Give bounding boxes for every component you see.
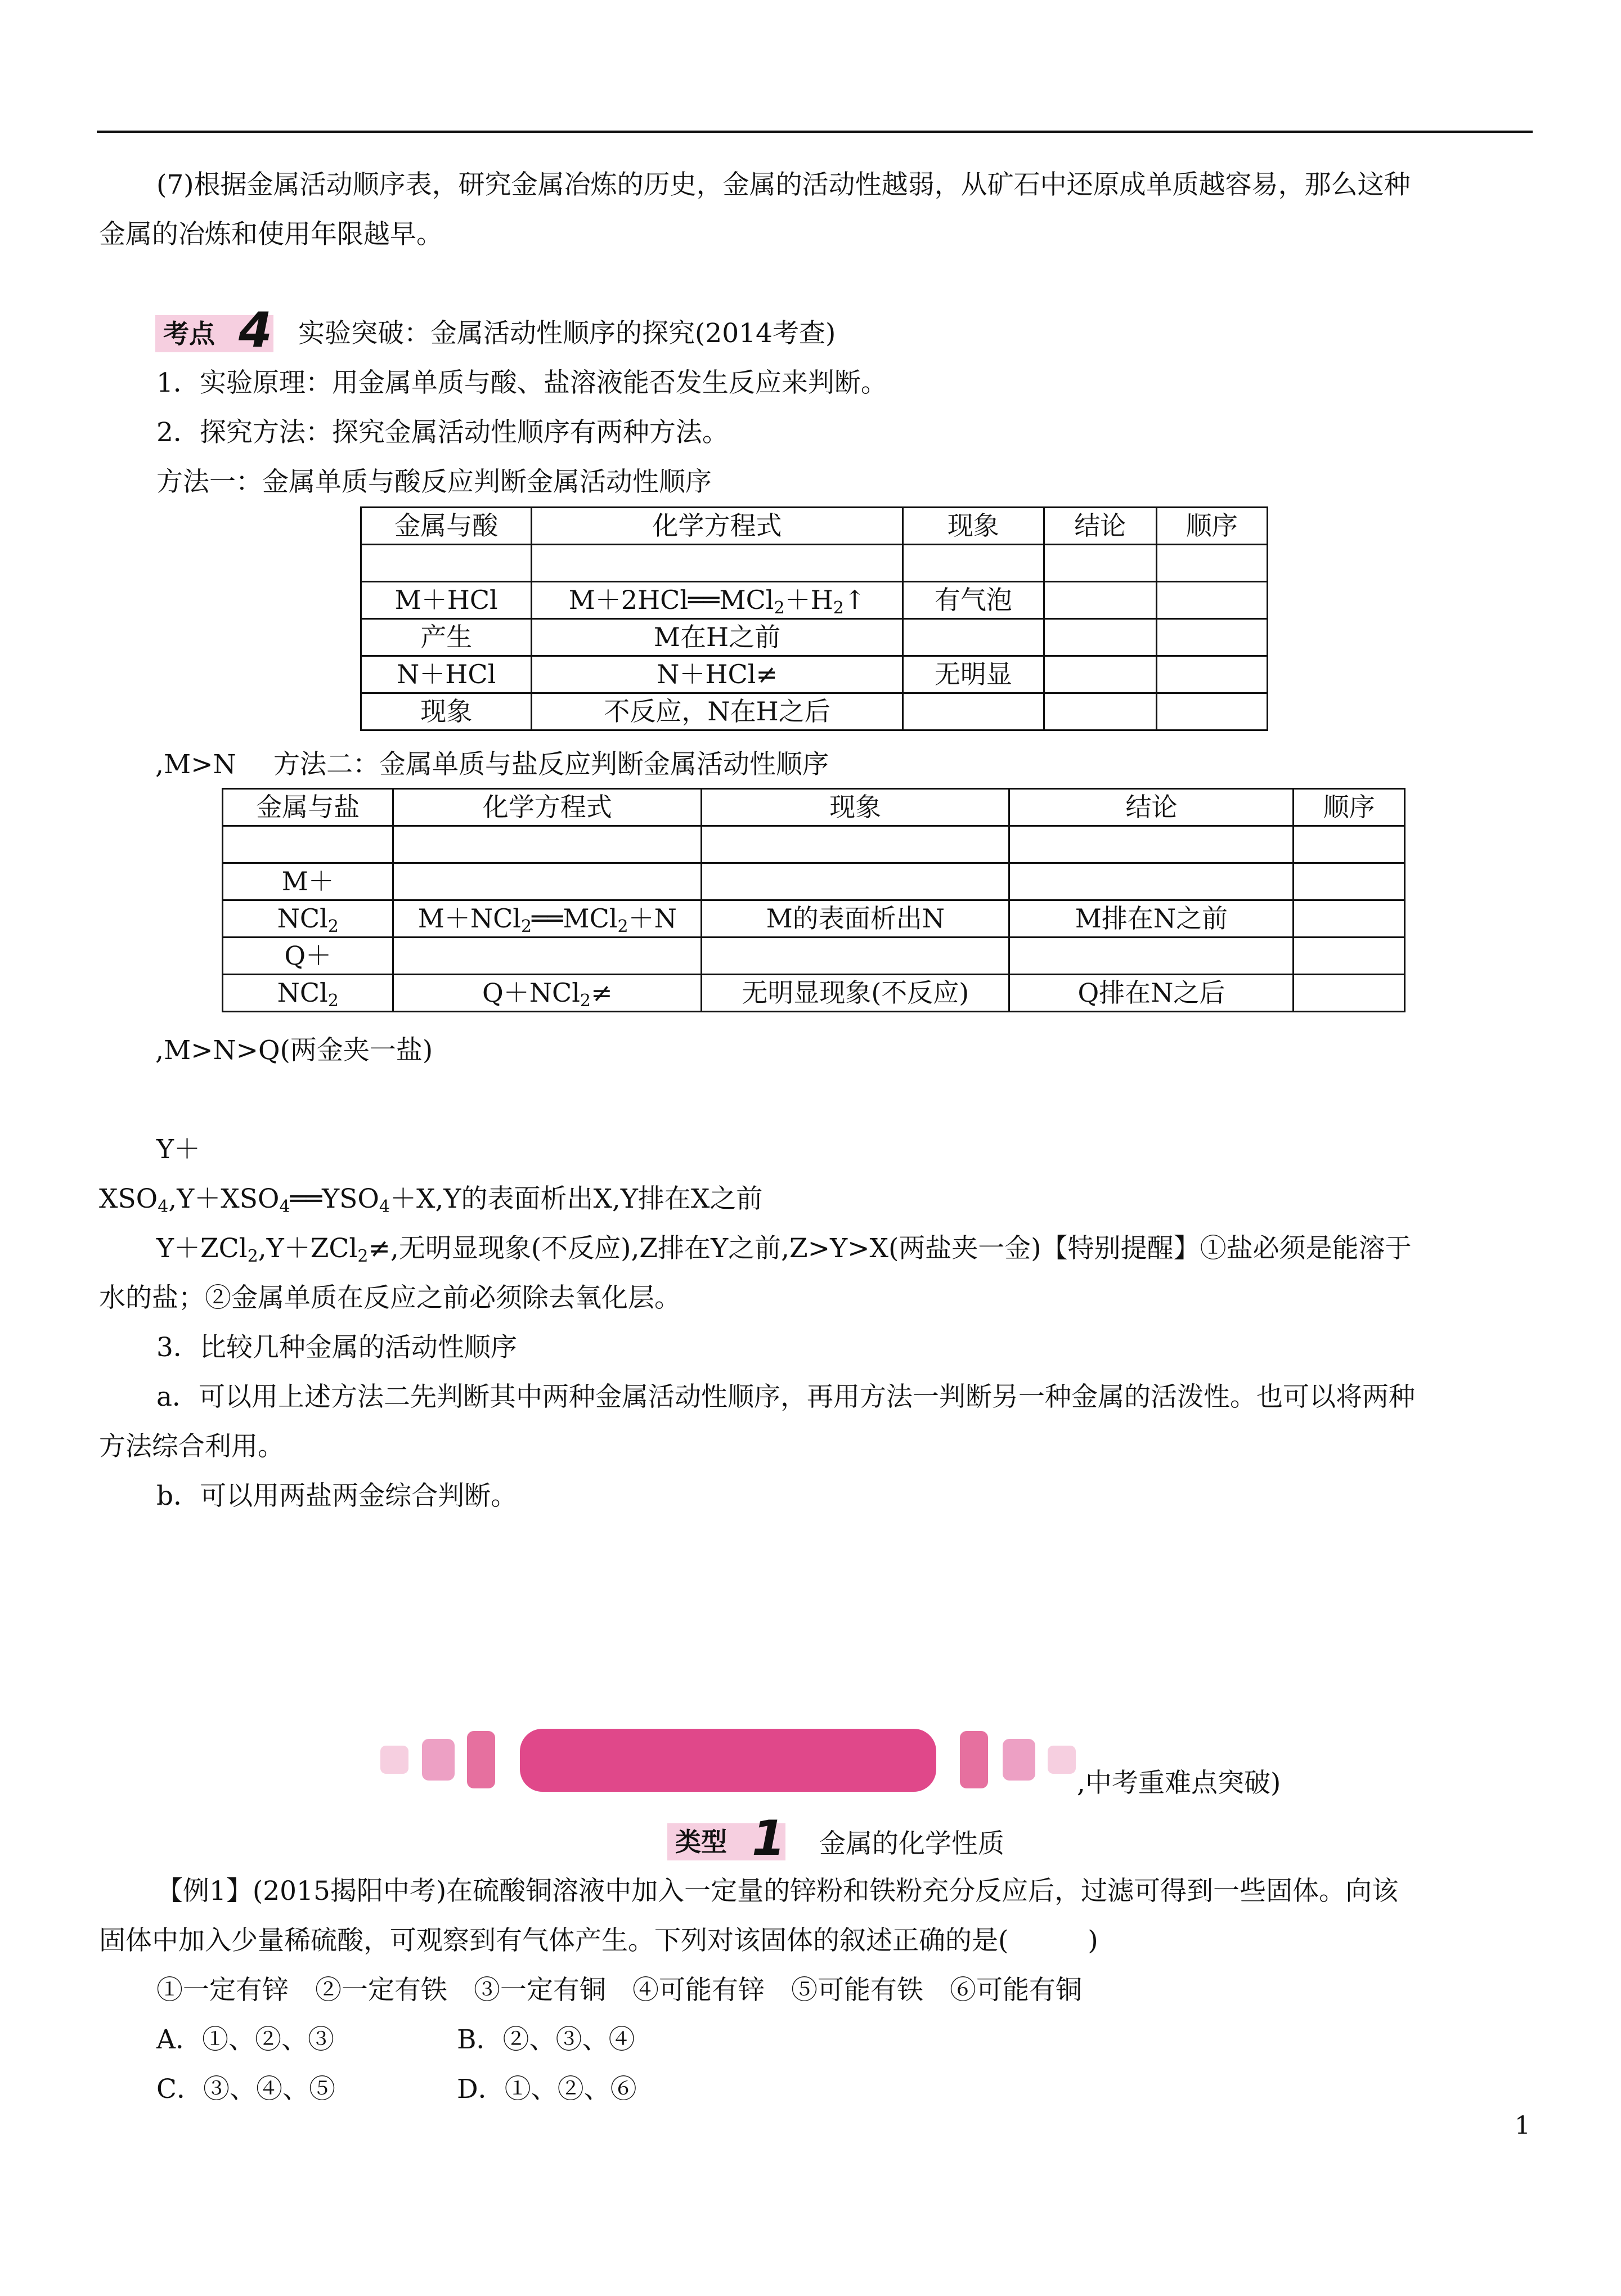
banner-decor-square <box>467 1731 495 1788</box>
table-row <box>361 508 1268 545</box>
example-1-options: ①一定有锌 ②一定有铁 ③一定有铜 ④可能有锌 ⑤可能有铁 ⑥可能有铜 <box>156 1975 1082 2006</box>
y-line-3: Y＋ZCl$_2$,Y＋ZCl$_2$≠,无明显现象(不反应),Z排在Y之前,Z>Y>X(两盐夹一金)【特别提醒】①盐必须是能溶于 <box>156 1233 1412 1266</box>
table-header: 现象 <box>902 508 1044 545</box>
table-cell: M的表面析出N <box>702 900 1009 938</box>
table-header: 结论 <box>1044 508 1156 545</box>
table-cell: M＋HCl <box>361 582 532 619</box>
table-header: 化学方程式 <box>532 508 902 545</box>
banner-decor-square <box>422 1739 455 1781</box>
paragraph-7-line-2: 金属的冶炼和使用年限越早。 <box>99 219 443 250</box>
table-cell: 产生 <box>361 619 532 656</box>
table-cell: 无明显现象(不反应) <box>702 975 1009 1012</box>
example-1-line-1: 【例1】(2015揭阳中考)在硫酸铜溶液中加入一定量的锌粉和铁粉充分反应后，过滤可得到一些固体。向该 <box>156 1876 1399 1907</box>
header-rule <box>97 131 1533 133</box>
table-row <box>223 900 1405 938</box>
table-row <box>361 545 1268 582</box>
table-cell: N＋HCl≠ <box>532 656 902 693</box>
banner-text: ,中考重难点突破) <box>1077 1768 1281 1799</box>
table-cell: NCl$_2$ <box>223 975 393 1012</box>
table-cell: Q＋NCl$_2$≠ <box>393 975 702 1012</box>
table-row <box>361 693 1268 730</box>
table-row <box>223 975 1405 1012</box>
table-cell: M＋ <box>223 863 393 900</box>
kaodian-number: 4 <box>239 302 272 358</box>
method-1-title: 方法一：金属单质与酸反应判断金属活动性顺序 <box>156 467 712 497</box>
table-cell: 现象 <box>361 693 532 730</box>
banner-decor-square <box>960 1731 988 1788</box>
table-cell: M在H之前 <box>532 619 902 656</box>
table-cell: Q＋ <box>223 938 393 975</box>
banner-decor-square <box>1003 1739 1035 1781</box>
table-header: 结论 <box>1009 789 1294 826</box>
table-header: 现象 <box>702 789 1009 826</box>
paragraph-7-line-1: (7)根据金属活动顺序表，研究金属冶炼的历史，金属的活动性越弱，从矿石中还原成单质越容易，那么这种 <box>156 169 1411 200</box>
table-row <box>223 863 1405 900</box>
table-row <box>361 656 1268 693</box>
leixing-number: 1 <box>752 1810 785 1867</box>
kaodian-tag <box>155 302 273 358</box>
table-header: 金属与盐 <box>223 789 393 826</box>
kaodian-label: 考点 <box>163 319 215 349</box>
y-line-1: Y＋ <box>156 1134 201 1165</box>
table-cell: 有气泡 <box>902 582 1044 619</box>
table-row <box>361 582 1268 619</box>
table-cell: Q排在N之后 <box>1009 975 1294 1012</box>
table-cell: NCl$_2$ <box>223 900 393 938</box>
section-banner <box>520 1729 936 1792</box>
choice-c: C．③、④、⑤ <box>156 2074 335 2105</box>
choice-b: B．②、③、④ <box>457 2024 635 2055</box>
table-header: 顺序 <box>1294 789 1405 826</box>
item-3: 3．比较几种金属的活动性顺序 <box>156 1332 517 1363</box>
banner-decor-square <box>1048 1746 1076 1774</box>
y-line-2: $XSO_4,Y+XSO_4══YSO_4+X,Y$的表面析出X,Y排在X之前 <box>99 1183 763 1217</box>
table-cell: 无明显 <box>902 656 1044 693</box>
kaodian-title: 实验突破：金属活动性顺序的探究(2014考查) <box>298 318 836 349</box>
y-line-4: 水的盐；②金属单质在反应之前必须除去氧化层。 <box>99 1282 681 1313</box>
table-cell: M排在N之前 <box>1009 900 1294 938</box>
table-2-conclusion: ,M>N>Q(两金夹一盐) <box>155 1035 433 1066</box>
item-a-line-2: 方法综合利用。 <box>99 1431 284 1462</box>
banner-decor-square <box>380 1746 408 1774</box>
table-row <box>223 789 1405 826</box>
table-1-conclusion: ,M>N <box>155 749 236 780</box>
method-2-title: 方法二：金属单质与盐反应判断金属活动性顺序 <box>273 749 829 780</box>
item-a-line-1: a．可以用上述方法二先判断其中两种金属活动性顺序，再用方法一判断另一种金属的活泼性。也可以将两种 <box>156 1382 1416 1412</box>
item-2: 2．探究方法：探究金属活动性顺序有两种方法。 <box>156 417 729 448</box>
item-b: b．可以用两盐两金综合判断。 <box>156 1481 518 1512</box>
table-row <box>223 826 1405 863</box>
choice-a: A．①、②、③ <box>156 2024 334 2055</box>
table-cell: 不反应，N在H之后 <box>532 693 902 730</box>
leixing-tag <box>667 1810 785 1867</box>
leixing-label: 类型 <box>675 1827 727 1857</box>
acid-reaction-table <box>360 506 1268 731</box>
table-header: 金属与酸 <box>361 508 532 545</box>
table-cell: N＋HCl <box>361 656 532 693</box>
table-row <box>223 938 1405 975</box>
table-cell: $M+2HCl══MCl_2+H_2↑$ <box>532 582 902 619</box>
table-cell: M＋NCl$_2$══MCl$_2$＋N <box>393 900 702 938</box>
table-header: 顺序 <box>1156 508 1267 545</box>
item-1: 1．实验原理：用金属单质与酸、盐溶液能否发生反应来判断。 <box>156 367 887 398</box>
table-header: 化学方程式 <box>393 789 702 826</box>
page-number: 1 <box>1515 2111 1530 2140</box>
salt-reaction-table <box>222 788 1406 1012</box>
table-row <box>361 619 1268 656</box>
leixing-title: 金属的化学性质 <box>819 1828 1004 1859</box>
choice-d: D．①、②、⑥ <box>457 2074 637 2105</box>
example-1-line-2: 固体中加入少量稀硫酸，可观察到有气体产生。下列对该固体的叙述正确的是( ) <box>99 1925 1098 1956</box>
